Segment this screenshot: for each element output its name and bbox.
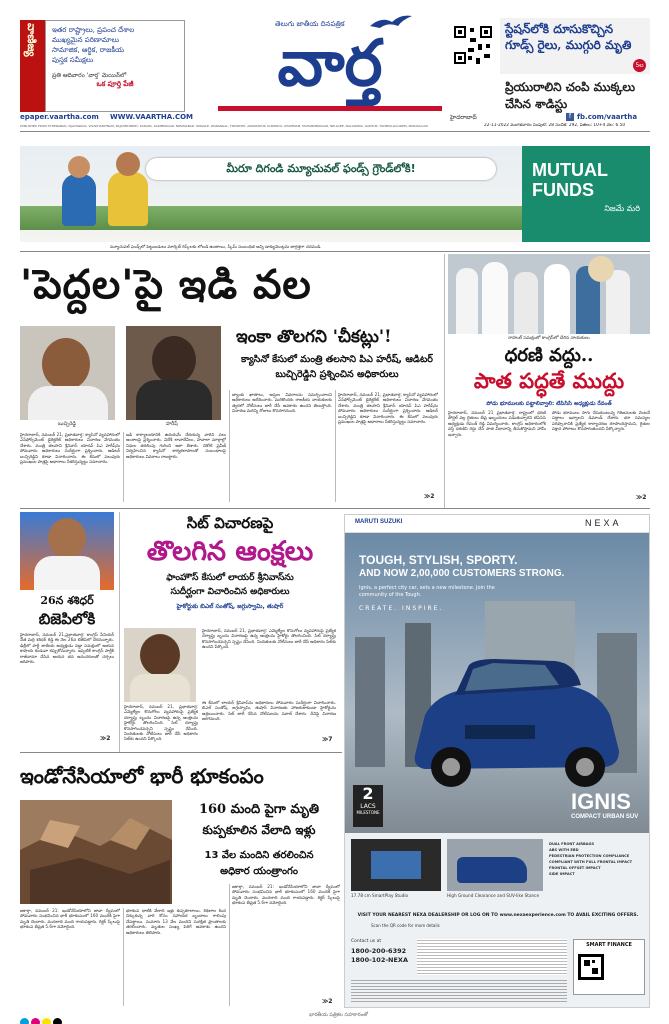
maruti-logo: MARUTI SUZUKI	[355, 519, 403, 525]
nexa-tagline: Ignis, a perfect city car, sets a new milestone. Join the community of the Tough.	[359, 585, 495, 598]
feature-item: DUAL FRONT AIRBAGS	[549, 842, 595, 846]
joins-body: హైదరాబాద్, నవంబర్ 21,ప్రభాతవార్త: కాంగ్రెస్ సీనియర్ నేత మర్రి శశిధర్ రెడ్డి ఈ నెల 26న బిజెపిలో చేరనున్నారు. ఢిల్లీలో పార్టీ జాతీయ అధ్యక్షుడు నడ్డా సమక్షంలో ఆయన కాషాయ కండువా కప్పుకోనున్నారు. ఇప్పటికే కాంగ్రెస్ పార్టీకి రాజీనామా చేసిన ఆయన తన అనుచరులతో చర్చలు జరిపారు.	[20, 632, 114, 665]
left-ad-logo: వాణిజ్య	[25, 23, 38, 57]
ground-clearance-photo	[447, 839, 543, 891]
masthead-rule	[20, 131, 650, 132]
dharani-headline-1[interactable]: ధరణి వద్దు..	[504, 345, 594, 366]
player-face-2	[116, 152, 140, 176]
dharani-continued[interactable]: ≫2	[636, 494, 647, 501]
editions-line: PUBLISHED FROM HYDERABAD, VIJAYAWADA, VISAKHAPATNAM, RAJAHMUNDRY, KADAPA, KARIMNAGAR, NIZAMABAD, ONGOLE, WARANGAL, TIRUPATHI, ANANTAPUR, KURNOOL, KHAMMAM, MAHABUBNAGAR, NELLORE, NALGONDA, GUNTUR, TADEPALLIGUDEM, SRIKAKULAM	[20, 124, 428, 128]
logo-red-bar	[218, 106, 442, 111]
dharani-headline-2[interactable]: పాత పద్ధతే ముద్దు	[473, 368, 625, 393]
top-story-2[interactable]: ప్రియురాలిని చంపి ముక్కలు చేసిన శాడిస్టు	[505, 80, 636, 111]
top-story-1-page: 5ల	[633, 59, 646, 72]
quake-subhead-3: 13 వేల మందిని తరలించిన	[204, 850, 314, 861]
sit-subhead-1: ఫాంహౌస్ కేసులో లాయర్ శ్రీనివాస్‌ను	[166, 573, 294, 583]
sit-body-c: ఈ కేసులో లాయర్ శ్రీనివాస్‌ను అధికారులు సోమవారం సుదీర్ఘంగా విచారించారు. బిఎల్ సంతోష్, జగ్గుస్వామి, తుషార్ విచారణకు హాజరుకాకుండా హైకోర్టును ఆశ్రయించారు. సిట్ జారీ చేసిన నోటీసులను సవాల్ చేశారు. దీనిపై విచారణ జరగనుంది.	[202, 700, 336, 722]
dharani-photo	[448, 254, 650, 334]
url-mid[interactable]: WWW.VAARTHA.COM	[110, 113, 193, 121]
masthead	[0, 0, 669, 130]
facebook-icon: f	[566, 113, 574, 121]
lead-continued[interactable]: ≫2	[424, 493, 435, 500]
col-rule	[119, 512, 120, 752]
dharani-strap: పోడు భూములకు పట్టాలివ్వాలి: టిపిసిసి అధ్యక్షుడు రేవంత్	[486, 401, 612, 407]
lead-headline[interactable]: 'పెద్దల'పై ఇడి వల	[20, 261, 312, 308]
finance-qr-icon	[578, 954, 604, 980]
contact-label: Contact us at	[351, 939, 382, 944]
col-rule	[335, 390, 336, 502]
promo-line: ముఖ్యమైన పరిణామాలు	[52, 36, 119, 44]
promo-bottom-2: ఒక పూర్తి పేజీ	[96, 80, 134, 88]
quake-body-c: జకార్తా, నవంబర్ 21: ఇండోనేసియాలోని జావా ద్వీపంలో సోమవారం సంభవించిన భారీ భూకంపంలో 160 మందికి పైగా మృతి చెందారు. వందలాది మంది గాయపడ్డారు. రిక్టర్ స్కేలుపై భూకంప తీవ్రత 5.6గా నమోదైంది.	[232, 884, 340, 906]
smartplay-photo	[351, 839, 441, 891]
quake-photo	[20, 800, 172, 904]
player-figure-2	[108, 172, 148, 226]
lead-subhead-2: క్యాసినో కేసులో మంత్రి తలసాని పిఎ హరీష్, ఆడిటర్ బుచ్చిరెడ్డిని ప్రశ్నించిన అధికారులు	[241, 354, 433, 380]
sit-body-b: హైదరాబాద్, నవంబర్ 21, ప్రభాతవార్త: ఎమ్మెల్యేల కొనుగోలు వ్యవహారంపై ప్రత్యేక దర్యాప్తు బృందం విచారణపై ఉన్న ఆంక్షలను హైకోర్టు తొలగించింది. సిట్ దర్యాప్తు కొనసాగించవచ్చని స్పష్టం చేసింది. నిందితులకు నోటీసులు జారీ చేసే అధికారం సిట్‌కు ఉందని పేర్కొంది.	[202, 628, 336, 650]
badge-number: 2	[362, 784, 374, 803]
promo-line: పుస్తక సమీక్షలు	[52, 56, 94, 64]
nexa-create: CREATE. INSPIRE.	[359, 605, 444, 612]
left-ad-box	[20, 20, 45, 112]
finance-box	[573, 939, 645, 995]
top-story-1[interactable]: స్టేషన్‌లోకి దూసుకొచ్చిన గూడ్స్ రైలు, ముగ్గురి మృతి	[505, 22, 632, 52]
player-figure	[62, 174, 96, 226]
nexa-building	[355, 637, 385, 767]
sit-subhead-2: సుదీర్ఘంగా విచారించిన అధికారులు	[170, 587, 290, 597]
sit-body-a: హైదరాబాద్, నవంబర్ 21, ప్రభాతవార్త: ఎమ్మెల్యేల కొనుగోలు వ్యవహారంపై ప్రత్యేక దర్యాప్తు బృందం విచారణపై ఉన్న ఆంక్షలను హైకోర్టు తొలగించింది. సిట్ దర్యాప్తు కొనసాగించవచ్చని స్పష్టం చేసింది. నిందితులకు నోటీసులు జారీ చేసే అధికారం సిట్‌కు ఉందని పేర్కొంది.	[124, 704, 198, 742]
nexa-visit[interactable]: VISIT YOUR NEAREST NEXA DEALERSHIP OR LOG ON TO www.nexaexperience.com TO AVAIL EXCITING OFFERS.	[357, 913, 639, 918]
promo-bottom: ప్రతి ఆదివారం 'వార్త' మెయిన్‌లో	[52, 72, 127, 79]
milestone-badge	[353, 785, 383, 827]
mf-badge-2: FUNDS	[532, 180, 594, 200]
quake-body-a: జకార్తా, నవంబర్ 21: ఇండోనేసియాలోని జావా ద్వీపంలో సోమవారం సంభవించిన భారీ భూకంపంలో 160 మందికి పైగా మృతి చెందారు. వందలాది మంది గాయపడ్డారు. రిక్టర్ స్కేలుపై భూకంప తీవ్రత 5.6గా నమోదైంది.	[20, 908, 120, 930]
lead-photo-buchireddy	[20, 326, 115, 420]
lead-body-d: హైదరాబాద్, నవంబర్ 21, ప్రభాతవార్త: క్యాసినో వ్యవహారంలో ఎన్‌ఫోర్స్‌మెంట్ డైరెక్టరేట్ అధికారులు విచారణ వేగవంతం చేశారు. మంత్రి తలసాని శ్రీనివాస్ యాదవ్ పిఎ హరీష్‌ను సోమవారం అధికారులు సుదీర్ఘంగా ప్రశ్నించారు. ఆడిటర్ బుచ్చిరెడ్డిని కూడా విచారించారు. ఈ కేసులో పలువురు ప్రముఖుల పాత్రపై ఆధారాలు సేకరిస్తున్నట్టు సమాచారం.	[338, 392, 438, 425]
mf-disclaimer: మ్యూచువల్ ఫండ్స్‌లో పెట్టుబడులు మార్కెట్ రిస్క్‌లకు లోబడి ఉంటాయి, స్కీమ్ సంబంధిత అన్ని డాక్యుమెంట్లను జాగ్రత్తగా చదవండి.	[110, 244, 322, 249]
feature-item: ABS WITH EBD	[549, 848, 579, 852]
nexa-scan: Scan the QR code for more details	[371, 923, 440, 928]
masthead-logo: వార్త	[277, 27, 383, 101]
feature-item: PEDESTRIAN PROTECTION COMPLIANCE	[549, 854, 630, 858]
lead-photo-caption-2: హరీష్	[166, 421, 178, 427]
mf-headline-box	[146, 158, 496, 180]
dharani-body-a: హైదరాబాద్, నవంబర్ 21 ప్రభాతవార్త: రాష్ట్రంలో ధరణి పోర్టల్ వల్ల రైతులు తీవ్ర ఇబ్బందులు పడుతున్నారని టిపిసిసి అధ్యక్షుడు రేవంత్ రెడ్డి విమర్శించారు. కాంగ్రెస్ అధికారంలోకి వస్తే ధరణిని రద్దు చేసి పాత విధానాన్ని తీసుకొస్తామని హామీ ఇచ్చారు.	[448, 410, 546, 437]
lead-body-b: ఇడి కార్యాలయానికి ఉదయమే చేరుకున్న వారిని పలు అంశాలపై ప్రశ్నించారు. విదేశీ లావాదేవీలు, హవాలా మార్గాల్లో నిధుల తరలింపు గురించి ఆరా తీశారు. చికోటి ప్రవీణ్ నిర్వహించిన క్యాసినో కార్యకలాపాలతో సంబంధాలపై అధికారులు వివరాలు రాబట్టారు.	[126, 432, 226, 459]
url-left[interactable]: epaper.vaartha.com	[20, 113, 99, 121]
mf-badge-1: MUTUAL	[532, 160, 608, 180]
shashidhar-photo	[20, 512, 114, 590]
lead-photo-caption-1: బుచ్చిరెడ్డి	[58, 421, 76, 427]
badge-lacs: LACS	[360, 803, 376, 810]
promo-box	[45, 20, 185, 112]
section-rule	[20, 508, 650, 509]
nexa-logo: NEXA	[585, 518, 622, 528]
sit-continued[interactable]: ≫7	[322, 736, 333, 743]
mf-badge-3: నిజమే మరి	[604, 204, 640, 213]
lead-body-a: హైదరాబాద్, నవంబర్ 21, ప్రభాతవార్త: క్యాసినో వ్యవహారంలో ఎన్‌ఫోర్స్‌మెంట్ డైరెక్టరేట్ అధికారులు విచారణ వేగవంతం చేశారు. మంత్రి తలసాని శ్రీనివాస్ యాదవ్ పిఎ హరీష్‌ను సోమవారం అధికారులు సుదీర్ఘంగా ప్రశ్నించారు. ఆడిటర్ బుచ్చిరెడ్డిని కూడా విచారించారు. ఈ కేసులో పలువురు ప్రముఖుల పాత్రపై ఆధారాలు సేకరిస్తున్నట్టు సమాచారం.	[20, 432, 120, 465]
fine-print	[417, 939, 567, 975]
dateline: 22-11-2022 మంగళవారం సంపుటి: 28 సంచిక: 292, పేజీలు: 10+4 వెల: 6.50	[484, 123, 626, 128]
joins-headline[interactable]: బిజెపిలోకి	[38, 610, 96, 628]
facebook-link[interactable]: fb.com/vaartha	[577, 113, 638, 121]
promo-line: ఇతర రాష్ట్రాలు, ప్రపంచ దేశాల	[52, 26, 135, 34]
sit-headline-2[interactable]: తొలగిన ఆంక్షలు	[146, 536, 314, 567]
model-name: IGNIS	[571, 789, 631, 814]
col-rule	[123, 908, 124, 1006]
quake-headline[interactable]: ఇండోనేసియాలో భారీ భూకంపం	[20, 764, 264, 788]
tagline: తెలుగు జాతీయ దినపత్రిక	[275, 20, 345, 28]
sit-headline-1: సిట్ విచారణపై	[186, 514, 274, 532]
footer-colorbar	[20, 1012, 650, 1022]
phone-1[interactable]: 1800-200-6392	[351, 947, 407, 955]
footer-text: భారతీయ పత్రికల సహకారంతో	[309, 1012, 368, 1018]
joins-continued[interactable]: ≫2	[100, 735, 111, 742]
city-label: హైదరాబాద్	[450, 114, 477, 121]
feature-item: SIDE IMPACT	[549, 872, 575, 876]
lead-subhead-1: ఇంకా తొలగని 'చీకట్లు'!	[236, 327, 392, 347]
quake-continued[interactable]: ≫2	[322, 998, 333, 1005]
quake-body-b: భూకంప ధాటికి వేలాది ఇళ్లు కుప్పకూలాయి. శిథిలాల కింద చిక్కుకున్న వారి కోసం సహాయక బృందాలు గాలింపు చేపట్టాయి. సుమారు 13 వేల మందిని సురక్షిత ప్రాంతాలకు తరలించారు. మృతుల సంఖ్య పెరిగే అవకాశం ఉందని అధికారులు తెలిపారు.	[126, 908, 226, 935]
phone-2[interactable]: 1800-102-NEXA	[351, 956, 408, 964]
nexa-ad[interactable]	[344, 514, 650, 1008]
section-rule	[20, 752, 342, 753]
lead-body-c: బ్యాంకు ఖాతాలు, ఆస్తుల వివరాలను సమర్పించాలని అధికారులు ఆదేశించారు. మరికొందరు రాజకీయ నాయకులకు త్వరలో నోటీసులు జారీ చేసే అవకాశం ఉందని తెలుస్తోంది. విచారణ మరిన్ని రోజులు కొనసాగనుంది.	[232, 392, 332, 414]
lead-photo-harish	[126, 326, 221, 420]
feature-list	[549, 841, 645, 877]
nexa-h2: AND NOW 2,00,000 CUSTOMERS STRONG.	[359, 568, 565, 579]
ignis-car-image	[405, 655, 625, 795]
col-rule	[229, 390, 230, 502]
model-subtitle: COMPACT URBAN SUV	[571, 814, 639, 820]
sit-subhead-3: హైకోర్టుకు బిఎల్ సంతోష్, జగ్గుస్వామి, తుషార్	[176, 603, 284, 610]
feature-item: FRONTAL OFFSET IMPACT	[549, 866, 601, 870]
mf-headline: మీరూ దిగండి మ్యూచువల్ ఫండ్స్ గ్రౌండ్‌లోకి!	[226, 162, 416, 175]
col-rule	[229, 884, 230, 1006]
mf-badge	[522, 146, 650, 242]
dharani-photo-caption: రాహుల్ సమక్షంలో కాంగ్రెస్‌లో చేరిన నాయకులు	[508, 336, 590, 341]
badge-milestone: MILESTONE	[356, 810, 380, 815]
col-rule	[123, 432, 124, 502]
lawyer-srinivas-photo	[124, 628, 196, 702]
bottom-disclaimer	[351, 979, 567, 1003]
ground-caption: High Ground Clearance and SUV-like Stance	[447, 893, 540, 898]
quake-subhead-4: అధికార యంత్రాంగం	[220, 866, 298, 877]
player-face	[68, 156, 90, 178]
top-story-box-1	[500, 18, 650, 74]
quake-subhead-1: 160 మంది పైగా మృతి	[198, 802, 320, 817]
dharani-body-b: పోడు భూములు సాగు చేసుకుంటున్న గిరిజనులకు వెంటనే పట్టాలు ఇవ్వాలని డిమాండ్ చేశారు. భూ సమస్యల పరిష్కారానికి ప్రత్యేక కార్యాచరణ రూపొందిస్తామని, రైతుల పక్షాన పోరాటం కొనసాగుతుందని పేర్కొన్నారు.	[552, 410, 650, 432]
promo-line: సామాజిక, ఆర్థిక, రాజకీయ	[52, 46, 125, 54]
mutual-fund-ad[interactable]	[20, 146, 650, 242]
feature-item: COMPLIANT WITH FULL FRONTAL IMPACT	[549, 860, 633, 864]
smartplay-caption: 17.78 cm SmartPlay Studio	[351, 893, 409, 898]
qr-code-icon	[452, 24, 494, 66]
finance-label: SMART FINANCE	[586, 942, 632, 948]
col-rule	[444, 254, 445, 508]
quake-subhead-2: కుప్పకూలిన వేలాది ఇళ్లు	[202, 823, 316, 837]
nexa-h1: TOUGH, STYLISH, SPORTY.	[359, 553, 518, 567]
joins-caption: 26న శశిధర్	[40, 594, 94, 607]
